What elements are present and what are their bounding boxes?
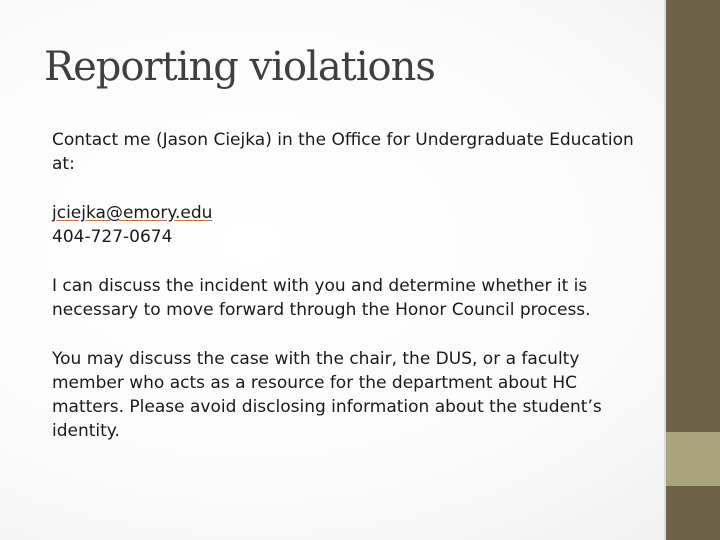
contact-intro: Contact me (Jason Ciejka) in the Office for Undergraduate Education at: xyxy=(52,130,634,174)
sidebar-accent-block xyxy=(666,432,720,486)
paragraph-discuss: I can discuss the incident with you and determine whether it is necessary to move forward through the Honor Council process. xyxy=(52,276,591,320)
paragraph-resource: You may discuss the case with the chair, the DUS, or a faculty member who acts as a resource for the department about HC matters. Please avoid disclosing information about the student’s identity. xyxy=(52,349,602,441)
email-link[interactable]: jciejka@emory.edu xyxy=(52,203,213,223)
slide-body xyxy=(52,128,652,443)
slide-title: Reporting violations xyxy=(44,44,435,90)
contact-phone: 404-727-0674 xyxy=(52,227,173,247)
contact-email-line xyxy=(52,201,652,225)
